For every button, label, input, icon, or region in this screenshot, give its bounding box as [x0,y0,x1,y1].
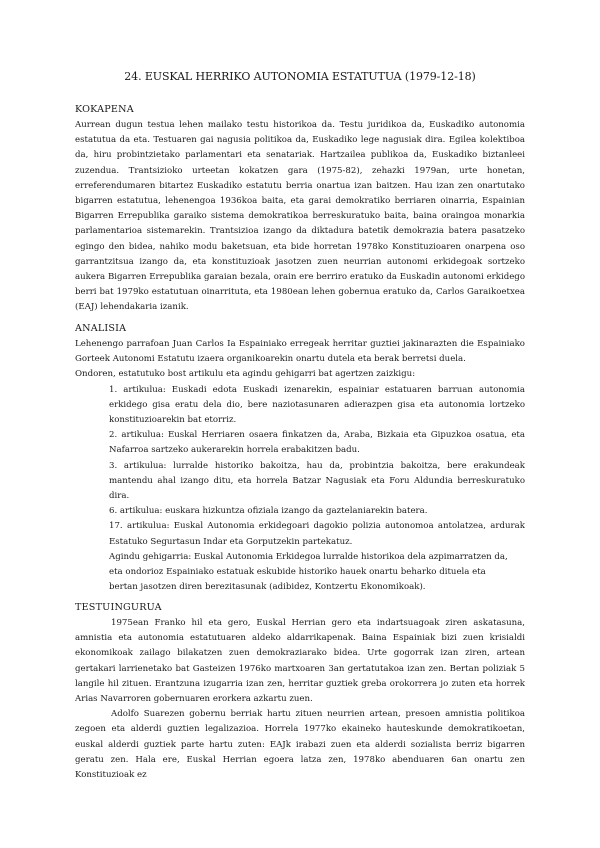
document-title: 24. EUSKAL HERRIKO AUTONOMIA ESTATUTUA (1979-12-18) [124,70,476,83]
analisia-section [75,337,525,595]
kokapena-section [75,118,525,316]
section-heading-testuingurua: TESTUINGURUA [75,602,162,613]
testuingurua-paragraph: 1975ean Franko hil eta gero, Euskal Herrian gero eta indartsuagoak ziren askatasuna, amnistia eta autonomia estatutuaren aldeko aldarrikapenak. Baina Espainiak bizi zuen krisialdi ekonomikoak zailago bilakatzen zuen demokraziarako bidea. Urte gogorrak izan ziren, artean gertakari larrienetako bat Gasteizen 1976ko martxoaren 3an gertatutakoa izan zen. Bertan poliziak 5 langile hil zituen. Erantzuna izugarria izan zen, herritar guztiek greba orokorrera jo zuten eta horrek Arias Navarroren gobernuaren erorkera azkartu zuen. [75,618,525,705]
article-item: 1. artikulua: Euskadi edota Euskadi izenarekin, espainiar estatuaren barruan autonomia erkidego gisa eratu dela dio, bere naziotasunaren adierazpen gisa eta autonomia lortzeko konstituzioarekin bat etorriz. [109,384,525,426]
analisia-intro-line: Ondoren, estatutuko bost artikulu eta agindu gehigarri bat agertzen zaizkigu: [75,369,416,380]
agindu-line: bertan jasotzen diren berezitasunak (adibidez, Kontzertu Ekonomikoak). [109,582,426,593]
section-heading-kokapena: KOKAPENA [75,104,134,115]
testuingurua-paragraph: Adolfo Suarezen gobernu berriak hartu zituen neurrien artean, presoen amnistia politikoa zegoen eta alderdi guztien legalizazioa. Horrela 1977ko ekaineko hauteskunde demokratikoetan, euskal alderdi guztiek parte hartu zuten: EAJk irabazi zuen eta alderdi sozialista berriz bigarren geratu zen. Hala ere, Euskal Herrian egoera latza zen, 1978ko abenduaren 6an onartu zen Konstituzioak ez [75,709,525,781]
article-item: 2. artikulua: Euskal Herriaren osaera finkatzen da, Araba, Bizkaia eta Gipuzkoa osatua, eta Nafarroa sartzeko aukerarekin horrela erabakitzen badu. [109,430,525,456]
kokapena-paragraph: Aurrean dugun testua lehen mailako testu historikoa da. Testu juridikoa da, Euskadiko autonomia estatutua da eta. Testuaren gai nagusia politikoa da, Euskadiko lege nagusiak dira. Egilea kolektiboa da, hiru probintzietako parlamentari eta senatariak. Hartzailea publikoa da, Euskadiko biztanleei zuzendua. Trantsizioko urteetan kokatzen gara (1975-82), zehazki 1979an, urte honetan, erreferendumaren bitartez Euskadiko estatutu berria onartua izan baitzen. Hau izan zen onartutako bigarren estatutua, lehenengoa 1936koa baita, eta garai demokratiko berriaren oinarria, Espainian Bigarren Errepublika garaiko sistema demokratikoa berreskuratuko baita, baina oraingoa monarkia parlamentarioa sistemarekin. Trantsizioa izango da diktadura batetik demokrazia batera pasatzeko egingo den bidea, nahiko modu baketsuan, eta bide horretan 1978ko Konstituzioaren onarpena oso garrantzitsua izango da, eta konstituzioak jasotzen zuen neurrian autonomi erkidegoak sortzeko aukera Bigarren Errepublika garaian bezala, orain ere berriro eratuko da Euskadin autonomi erkidego berri bat 1979ko estatutuan oinarrituta, eta 1980ean lehen gobernua eratuko da, Carlos Garaikoetxea (EAJ) lehendakaria izanik. [75,120,525,313]
agindu-line: Agindu gehigarria: Euskal Autonomia Erkidegoa lurralde historikoa dela azpimarratzen da, [109,551,508,562]
agindu-line: eta ondorioz Espainiako estatuak eskubide historiko hauek onartu beharko dituela eta [109,567,486,578]
analisia-intro-paragraph: Lehenengo parrafoan Juan Carlos Ia Espainiako erregeak herritar guztiei jakinarazten die Espainiako Gorteek Autonomi Estatutu izaera organikoarekin onartu dutela eta berak berretsi duela. [75,339,525,365]
section-heading-analisia: ANALISIA [75,323,127,334]
article-item: 17. artikulua: Euskal Autonomia erkidegoari dagokio polizia autonomoa antolatzea, ardurak Estatuko Segurtasun Indar eta Gorputzekin partekatuz. [109,521,525,547]
articles-list [75,383,525,596]
testuingurua-section [75,616,525,783]
article-item: 6. artikulua: euskara hizkuntza ofiziala izango da gaztelaniarekin batera. [109,506,428,517]
article-item: 3. artikulua: lurralde historiko bakoitza, hau da, probintzia bakoitza, bere erakundeak mantendu ahal izango ditu, eta horrela Batzar Nagusiak eta Foru Aldundia berreskuratuko dira. [109,460,525,502]
